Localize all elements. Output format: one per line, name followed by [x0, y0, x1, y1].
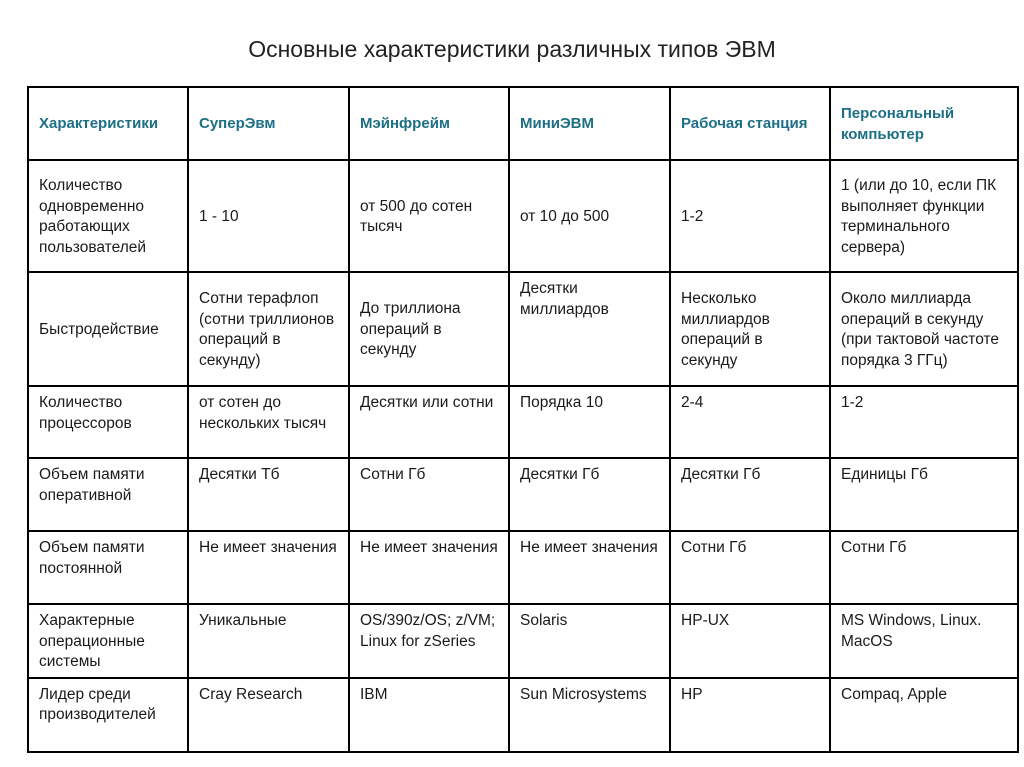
row-label: Характерные операционные системы [28, 604, 188, 678]
table-cell: Sun Microsystems [509, 678, 670, 752]
table-cell: Десятки Гб [670, 458, 830, 531]
table-cell: Порядка 10 [509, 386, 670, 458]
table-cell: Не имеет значения [349, 531, 509, 604]
table-cell: Compaq, Apple [830, 678, 1018, 752]
table-cell: Сотни Гб [670, 531, 830, 604]
table-row [28, 272, 1018, 386]
table-cell: 1-2 [830, 386, 1018, 458]
header-cell: Мэйнфрейм [349, 87, 509, 160]
row-label: Объем памяти оперативной [28, 458, 188, 531]
table-cell: Уникальные [188, 604, 349, 678]
table-cell: Сотни терафлоп (сотни триллионов операций в секунду) [188, 272, 349, 386]
header-cell: Характеристики [28, 87, 188, 160]
table-cell: 1-2 [670, 160, 830, 272]
table-cell: от 10 до 500 [509, 160, 670, 272]
table-row [28, 604, 1018, 678]
table-cell: OS/390z/OS; z/VM; Linux for zSeries [349, 604, 509, 678]
table-cell: Несколько миллиардов операций в секунду [670, 272, 830, 386]
table-cell: HP [670, 678, 830, 752]
table-row [28, 160, 1018, 272]
table-cell: Не имеет значения [509, 531, 670, 604]
table-cell: Сотни Гб [830, 531, 1018, 604]
table-cell: Около миллиарда операций в секунду (при тактовой частоте порядка 3 ГГц) [830, 272, 1018, 386]
table-cell: Единицы Гб [830, 458, 1018, 531]
table-cell: HP-UX [670, 604, 830, 678]
table-cell: Десятки или сотни [349, 386, 509, 458]
page-title: Основные характеристики различных типов ЭВМ [248, 36, 776, 62]
table-cell: Десятки Гб [509, 458, 670, 531]
header-cell: МиниЭВМ [509, 87, 670, 160]
table-cell: IBM [349, 678, 509, 752]
header-cell: Персональный компьютер [830, 87, 1018, 160]
header-cell: СуперЭвм [188, 87, 349, 160]
table-cell: До триллиона операций в секунду [349, 272, 509, 386]
table-cell: от 500 до сотен тысяч [349, 160, 509, 272]
table-cell: Cray Research [188, 678, 349, 752]
table-cell: 2-4 [670, 386, 830, 458]
table-cell: 1 (или до 10, если ПК выполняет функции терминального сервера) [830, 160, 1018, 272]
table-cell: MS Windows, Linux. MacOS [830, 604, 1018, 678]
header-row [28, 87, 1018, 160]
table-cell: Solaris [509, 604, 670, 678]
row-label: Количество одновременно работающих пользователей [28, 160, 188, 272]
table-cell: 1 - 10 [188, 160, 349, 272]
table-cell: от сотен до нескольких тысяч [188, 386, 349, 458]
row-label: Лидер среди производителей [28, 678, 188, 752]
table-row [28, 386, 1018, 458]
comparison-table [27, 86, 1019, 753]
table-cell: Не имеет значения [188, 531, 349, 604]
table-cell: Десятки Тб [188, 458, 349, 531]
table-cell: Сотни Гб [349, 458, 509, 531]
table-row [28, 531, 1018, 604]
row-label: Объем памяти постоянной [28, 531, 188, 604]
table-row [28, 678, 1018, 752]
row-label: Количество процессоров [28, 386, 188, 458]
table-row [28, 458, 1018, 531]
header-cell: Рабочая станция [670, 87, 830, 160]
table-cell: Десятки миллиардов [509, 272, 670, 386]
row-label: Быстродействие [28, 272, 188, 386]
